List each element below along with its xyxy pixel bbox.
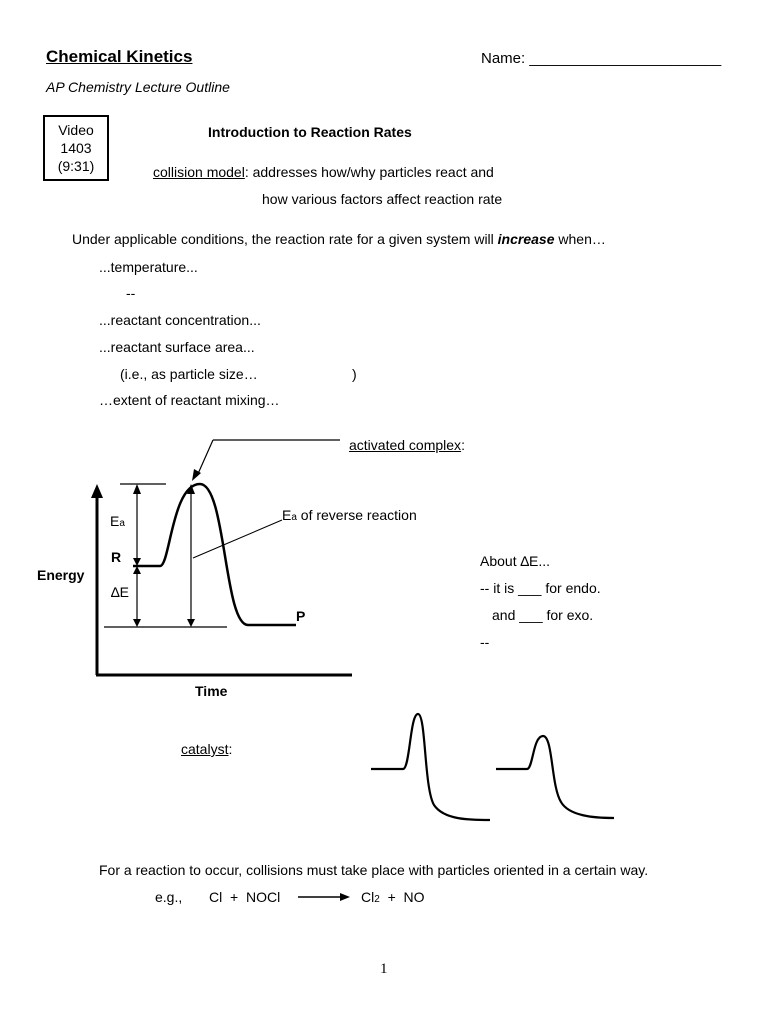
product-label: P (296, 608, 306, 624)
x-axis-label: Time (195, 683, 228, 699)
catalyst-term: catalyst (181, 741, 229, 757)
condition-mixing: …extent of reactant mixing… (99, 392, 280, 408)
page-title: Chemical Kinetics (46, 47, 193, 66)
ea-reverse-label (282, 507, 417, 523)
product-no: + NO (379, 889, 425, 905)
ea-reverse-text: of reverse reaction (296, 507, 417, 523)
reaction-energy-curve (133, 484, 296, 625)
catalyst-colon: : (228, 741, 233, 757)
ea-reverse-leader-line (193, 520, 282, 558)
condition-concentration: ...reactant concentration... (99, 312, 261, 328)
reaction-arrowhead (340, 893, 350, 901)
y-axis-arrowhead (91, 484, 103, 498)
delta-e-label: ∆E (111, 584, 129, 600)
about-delta-e-endo: -- it is ___ for endo. (480, 580, 601, 596)
name-field-label: Name: _______________________ (481, 50, 722, 67)
condition-particle-size-close: ) (352, 366, 357, 382)
reactant-label: R (111, 549, 122, 565)
ea-reverse-arrow-bottom (187, 619, 195, 627)
reaction-reactants: Cl + NOCl (209, 889, 281, 905)
ea-reverse-symbol: E (282, 507, 292, 523)
page-number: 1 (380, 961, 388, 977)
condition-temperature: ...temperature... (99, 259, 198, 275)
ea-label (110, 513, 125, 529)
page-subtitle: AP Chemistry Lecture Outline (46, 79, 230, 95)
video-label: Video (58, 122, 94, 138)
activated-complex-label (349, 437, 465, 453)
catalyst-label (181, 741, 232, 757)
about-delta-e-heading: About ∆E... (480, 553, 551, 569)
about-delta-e-note: -- (480, 634, 490, 650)
conditions-lead-end: when… (554, 231, 606, 247)
activated-complex-pointer-diagonal (197, 440, 213, 476)
ea-symbol: E (110, 513, 120, 529)
collision-model-term: collision model (153, 164, 245, 180)
product-chlorine: Cl (361, 889, 375, 905)
example-label: e.g., (155, 889, 183, 905)
video-number: 1403 (60, 140, 92, 156)
conditions-lead-text: Under applicable conditions, the reaction rate for a given system will (72, 231, 498, 247)
condition-temperature-note: -- (126, 285, 136, 301)
activated-complex-colon: : (461, 437, 465, 453)
uncatalyzed-curve (371, 714, 490, 820)
catalyzed-curve (496, 736, 614, 818)
orientation-sentence: For a reaction to occur, collisions must take place with particles oriented in a certain way. (99, 862, 649, 878)
collision-model-line-2: how various factors affect reaction rate (262, 191, 503, 207)
video-duration: (9:31) (57, 158, 95, 174)
ea-arrow-top (133, 484, 141, 494)
reaction-products (361, 889, 425, 905)
about-delta-e-exo: and ___ for exo. (492, 607, 594, 623)
conditions-emphasis: increase (497, 231, 555, 247)
activated-complex-term: activated complex (349, 437, 462, 453)
ea-subscript: a (119, 518, 125, 529)
condition-surface-area: ...reactant surface area... (99, 339, 255, 355)
ea-reverse-subscript: a (291, 512, 297, 523)
condition-particle-size: (i.e., as particle size… (120, 366, 258, 382)
delta-e-arrow-bottom (133, 619, 141, 627)
product-chlorine-subscript: 2 (374, 894, 380, 905)
collision-model-text: : addresses how/why particles react and (244, 164, 494, 180)
y-axis-label: Energy (37, 567, 85, 583)
section-heading: Introduction to Reaction Rates (208, 124, 412, 140)
